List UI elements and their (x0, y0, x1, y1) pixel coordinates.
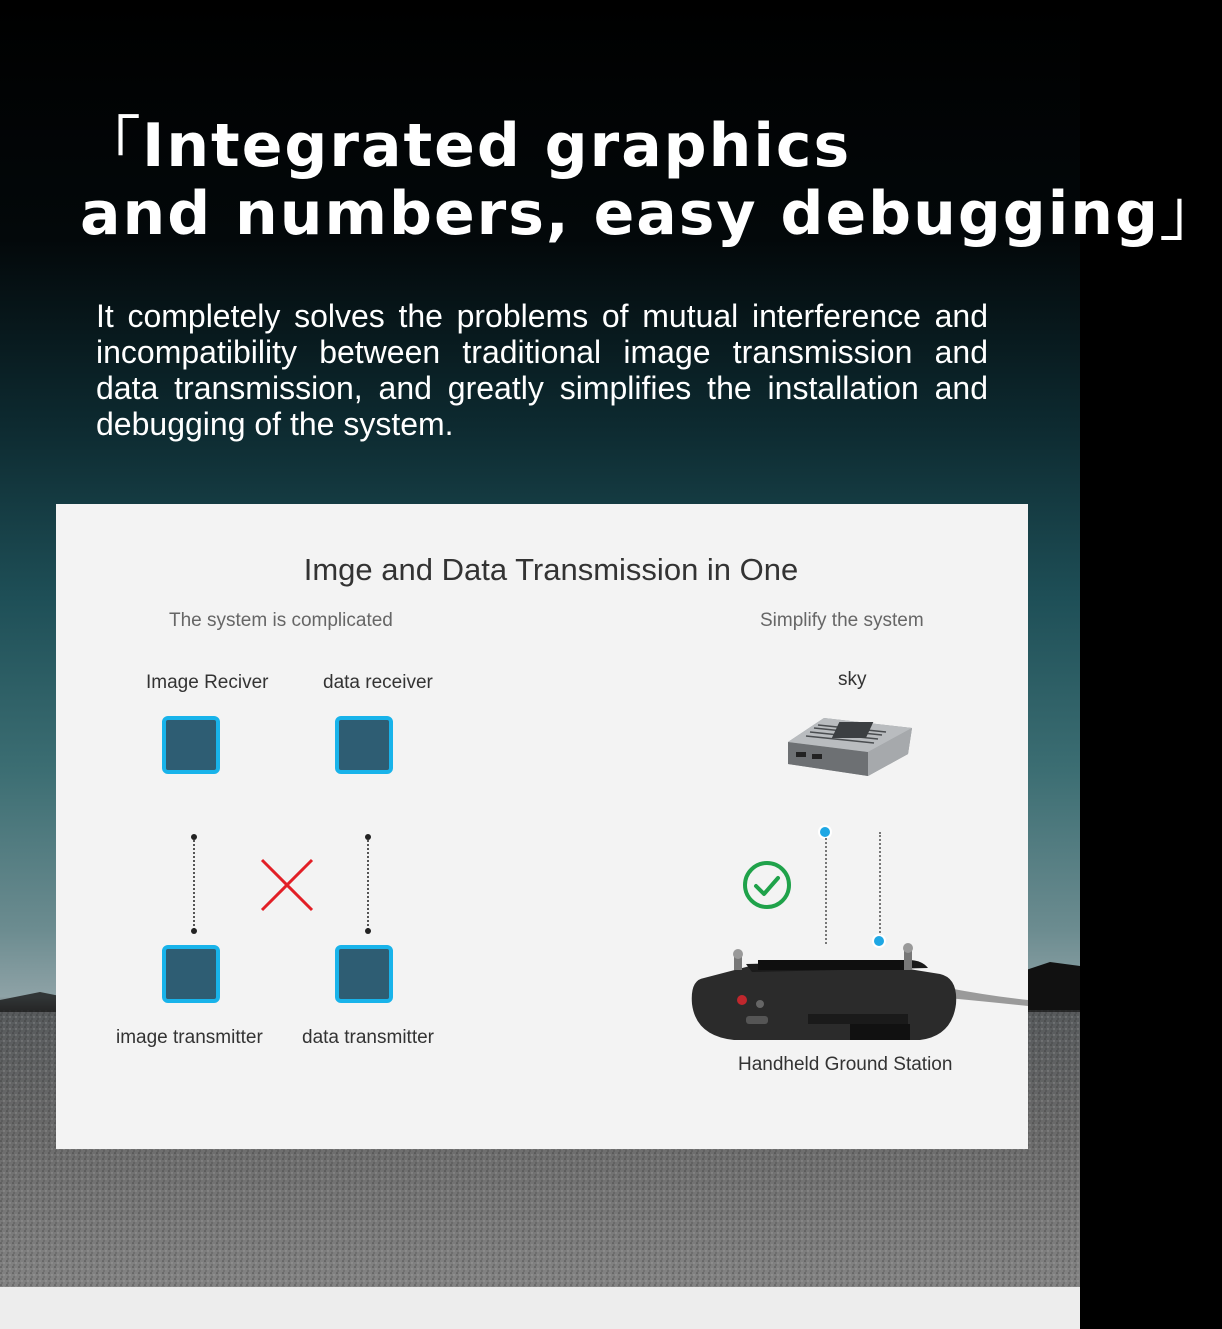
hero-title-line2: and numbers, easy debugging」 (80, 179, 1222, 249)
ground-station-label: Handheld Ground Station (738, 1054, 953, 1075)
image-link-line (193, 840, 195, 930)
hero-title (80, 111, 1222, 249)
diagram-title: Imge and Data Transmission in One (303, 552, 799, 587)
handheld-ground-station-device (690, 944, 1028, 1048)
data-transmitter-box (335, 945, 393, 1003)
data-receiver-label: data receiver (323, 672, 433, 693)
signal-dot (820, 827, 830, 837)
signal-line (879, 832, 881, 936)
data-receiver-box (335, 716, 393, 774)
data-transmitter-label: data transmitter (302, 1027, 434, 1048)
diagram-card (56, 504, 1028, 1149)
x-mark-icon (260, 858, 314, 912)
sky-label: sky (838, 669, 867, 690)
image-receiver-box (162, 716, 220, 774)
data-link-line (367, 840, 369, 930)
image-receiver-label: Image Reciver (146, 672, 269, 693)
hero-title-line1: 「Integrated graphics (80, 111, 852, 181)
check-circle-icon (740, 858, 794, 912)
signal-line (825, 838, 827, 944)
right-heading: Simplify the system (760, 610, 924, 631)
connector-dot (191, 928, 197, 934)
bottom-strip (0, 1287, 1080, 1329)
sky-module-device (784, 712, 916, 778)
connector-dot (365, 928, 371, 934)
image-transmitter-label: image transmitter (116, 1027, 263, 1048)
left-heading: The system is complicated (169, 610, 393, 631)
image-transmitter-box (162, 945, 220, 1003)
hero-description: It completely solves the problems of mutual interference and incompatibility between traditional image transmission and data transmission, and greatly simplifies the installation and debugging of the system. (96, 298, 988, 442)
